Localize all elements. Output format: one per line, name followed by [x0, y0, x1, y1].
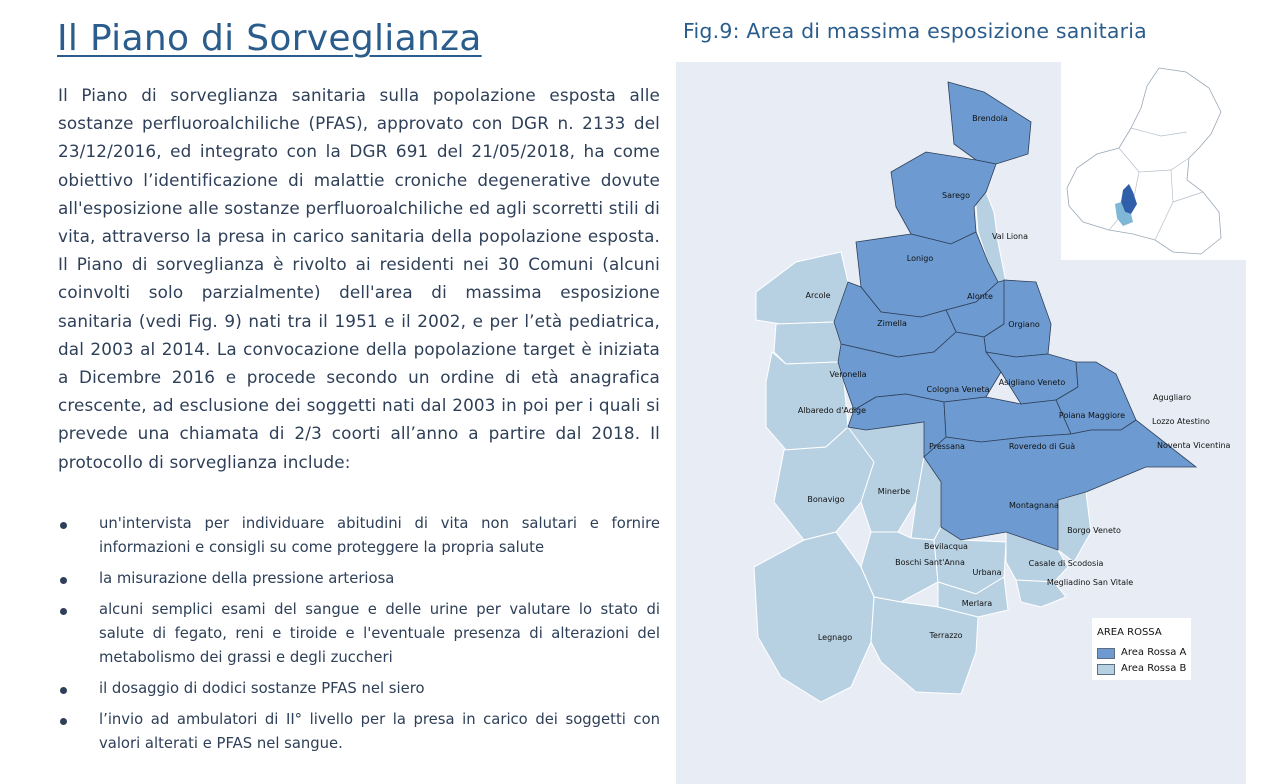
label-albaredo: Albaredo d'Adige: [797, 406, 867, 415]
label-sarego: Sarego: [942, 191, 970, 200]
label-val-liona: Val Liona: [991, 232, 1029, 241]
label-lozzo: Lozzo Atestino: [1152, 417, 1210, 426]
region-legnago: [754, 532, 874, 702]
figure-title: Fig.9: Area di massima esposizione sanitaria: [683, 19, 1147, 43]
label-urbana: Urbana: [972, 568, 1002, 577]
label-bonavigo: Bonavigo: [807, 495, 845, 504]
legend-swatch-area-a: [1097, 648, 1115, 659]
label-veronella: Veronella: [829, 370, 867, 379]
label-brendola: Brendola: [972, 114, 1008, 123]
bullet-icon: [60, 577, 67, 584]
label-minerbe: Minerbe: [877, 487, 911, 496]
label-noventa: Noventa Vicentina: [1157, 441, 1231, 450]
label-poiana: Poiana Maggiore: [1058, 411, 1126, 420]
veneto-outline: [1067, 68, 1221, 254]
label-asigliano: Asigliano Veneto: [998, 378, 1066, 387]
label-zimella: Zimella: [877, 319, 907, 328]
list-item-text: l’invio ad ambulatori di II° livello per la presa in carico dei soggetti con valori alterati e PFAS nel sangue.: [99, 711, 660, 752]
legend-label: Area Rossa B: [1121, 663, 1187, 674]
label-casale: Casale di Scodosia: [1028, 559, 1104, 568]
legend-title: AREA ROSSA: [1097, 627, 1162, 638]
list-item: [58, 677, 660, 701]
map-legend: [1092, 618, 1191, 680]
label-lonigo: Lonigo: [906, 254, 934, 263]
bullet-icon: [60, 687, 67, 694]
list-item-text: la misurazione della pressione arteriosa: [99, 570, 395, 587]
label-boschi: Boschi Sant'Anna: [895, 558, 965, 567]
label-alonte: Alonte: [967, 292, 993, 301]
bullet-icon: [60, 522, 67, 529]
label-arcole: Arcole: [805, 291, 831, 300]
label-cologna: Cologna Veneta: [926, 385, 990, 394]
legend-label: Area Rossa A: [1121, 647, 1187, 658]
legend-swatch-area-b: [1097, 664, 1115, 675]
label-pressana: Pressana: [929, 442, 965, 451]
label-orgiano: Orgiano: [1008, 320, 1040, 329]
locator-map: [1061, 62, 1246, 260]
region-brendola: [948, 82, 1031, 164]
list-item: [58, 708, 660, 756]
label-agugliaro: Agugliaro: [1153, 393, 1192, 402]
protocol-list: [58, 512, 660, 763]
list-item-text: alcuni semplici esami del sangue e delle urine per valutare lo stato di salute di fegato, reni e tiroide e l'eventuale presenza di alterazioni del metabolismo dei grassi e degli zuccheri: [99, 601, 660, 666]
label-merlara: Merlara: [961, 599, 993, 608]
label-megliadino: Megliadino San Vitale: [1046, 578, 1134, 587]
list-item: [58, 598, 660, 670]
list-item: [58, 512, 660, 560]
intro-paragraph: Il Piano di sorveglianza sanitaria sulla popolazione esposta alle sostanze perfluoroalchiliche (PFAS), approvato con DGR n. 2133 del 23/12/2016, ed integrato con la DGR 691 del 21/05/2018, ha come obiettivo l’identificazione di malattie croniche degenerative dovute all'esposizione alle sostanze perfluoroalchiliche ed agli scorretti stili di vita, attraverso la presa in carico sanitaria della popolazione esposta. Il Piano di sorveglianza è rivolto ai residenti nei 30 Comuni (alcuni coinvolti solo parzialmente) dell'area di massima esposizione sanitaria (vedi Fig. 9) nati tra il 1951 e il 2002, e per l’età pediatrica, dal 2003 al 2014. La convocazione della popolazione target è iniziata a Dicembre 2016 e procede secondo un ordine di età anagrafica crescente, ad esclusione dei soggetti nati dal 2003 in poi per i quali si prevede una chiamata di 2/3 coorti all’anno a partire dal 2018. Il protocollo di sorveglianza include:: [58, 85, 660, 472]
label-borgo-veneto: Borgo Veneto: [1067, 526, 1121, 535]
bullet-icon: [60, 718, 67, 725]
page-title: Il Piano di Sorveglianza: [57, 18, 482, 59]
list-item: [58, 567, 660, 591]
list-item-text: un'intervista per individuare abitudini di vita non salutari e fornire informazioni e consigli su come proteggere la propria salute: [99, 515, 660, 556]
list-item-text: il dosaggio di dodici sostanze PFAS nel siero: [99, 680, 425, 697]
label-bevilacqua: Bevilacqua: [924, 542, 968, 551]
region-arcole: [756, 252, 848, 324]
bullet-icon: [60, 608, 67, 615]
label-montagnana: Montagnana: [1009, 501, 1059, 510]
map-panel: [676, 62, 1246, 784]
locator-inset: [1061, 62, 1246, 260]
region-albaredo: [766, 352, 848, 450]
label-terrazzo: Terrazzo: [929, 631, 963, 640]
region-veronella: [774, 322, 841, 364]
label-legnago: Legnago: [817, 633, 853, 642]
label-roveredo: Roveredo di Guà: [1008, 442, 1076, 451]
